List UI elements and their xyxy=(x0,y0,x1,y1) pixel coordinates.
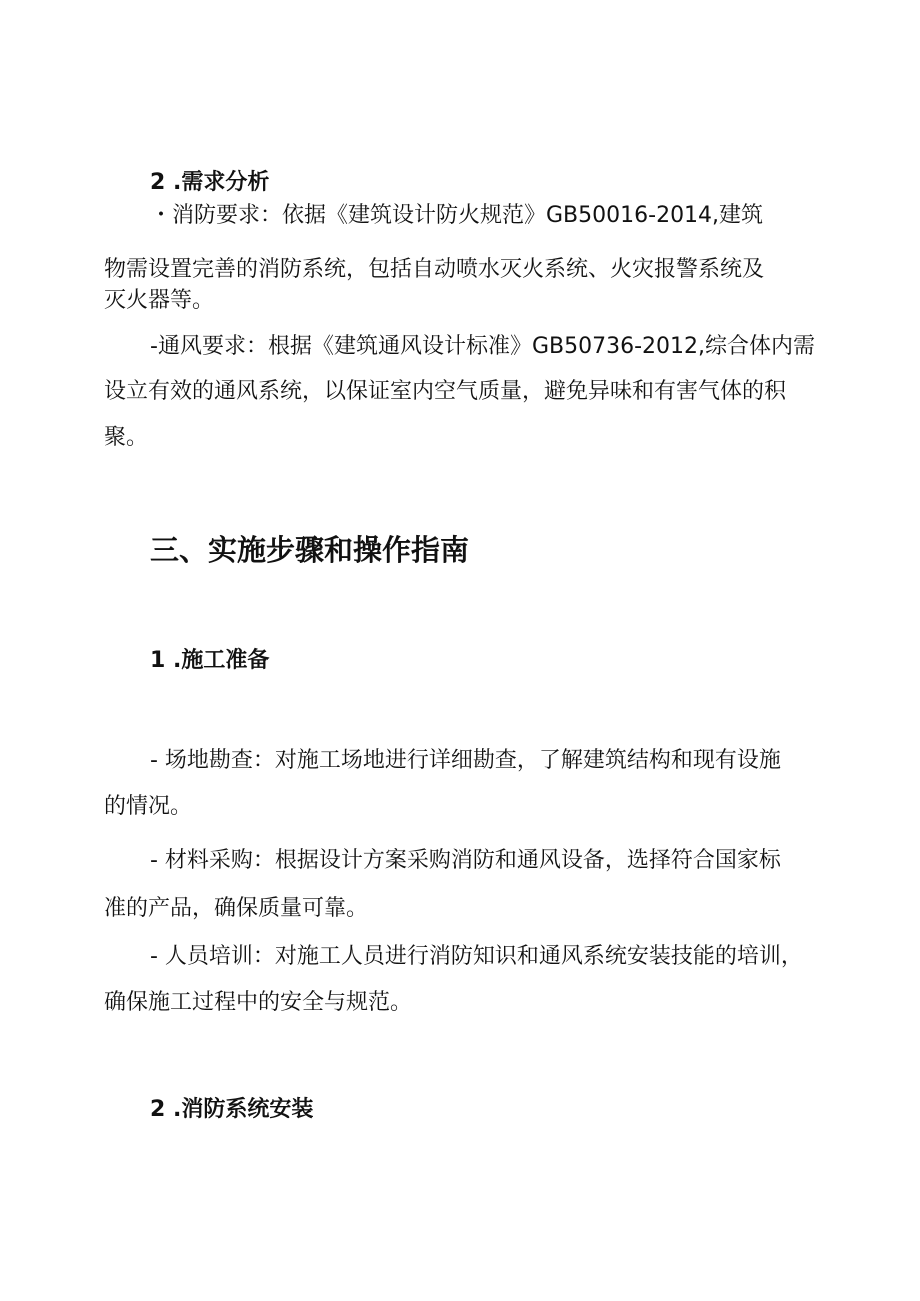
staff-training-line-1: - 人员培训：对施工人员进行消防知识和通风系统安装技能的培训， xyxy=(150,944,803,969)
site-survey-line-2: 的情况。 xyxy=(104,794,193,819)
fire-requirement-line-2: 物需设置完善的消防系统，包括自动喷水灭火系统、火灾报警系统及 xyxy=(104,257,765,282)
fire-requirement-line-1: ・消防要求：依据《建筑设计防火规范》GB50016-2014,建筑 xyxy=(150,203,764,228)
staff-training-line-2: 确保施工过程中的安全与规范。 xyxy=(104,990,413,1015)
heading-fire-system-install: 2 .消防系统安装 xyxy=(150,1097,314,1122)
fire-requirement-line-3: 灭火器等。 xyxy=(104,288,215,313)
heading-demand-analysis: 2 .需求分析 xyxy=(150,170,270,195)
ventilation-requirement-line-3: 聚。 xyxy=(104,425,149,450)
site-survey-line-1: - 场地勘查：对施工场地进行详细勘查，了解建筑结构和现有设施 xyxy=(150,748,781,773)
heading-construction-prep: 1 .施工准备 xyxy=(150,648,270,673)
section-title-implementation: 三、实施步骤和操作指南 xyxy=(150,533,470,567)
ventilation-requirement-line-1: -通风要求：根据《建筑通风设计标准》GB50736-2012,综合体内需 xyxy=(150,334,815,359)
material-purchase-line-1: - 材料采购：根据设计方案采购消防和通风设备，选择符合国家标 xyxy=(150,848,781,873)
ventilation-requirement-line-2: 设立有效的通风系统，以保证室内空气质量，避免异味和有害气体的积 xyxy=(104,379,787,404)
material-purchase-line-2: 准的产品，确保质量可靠。 xyxy=(104,896,369,921)
